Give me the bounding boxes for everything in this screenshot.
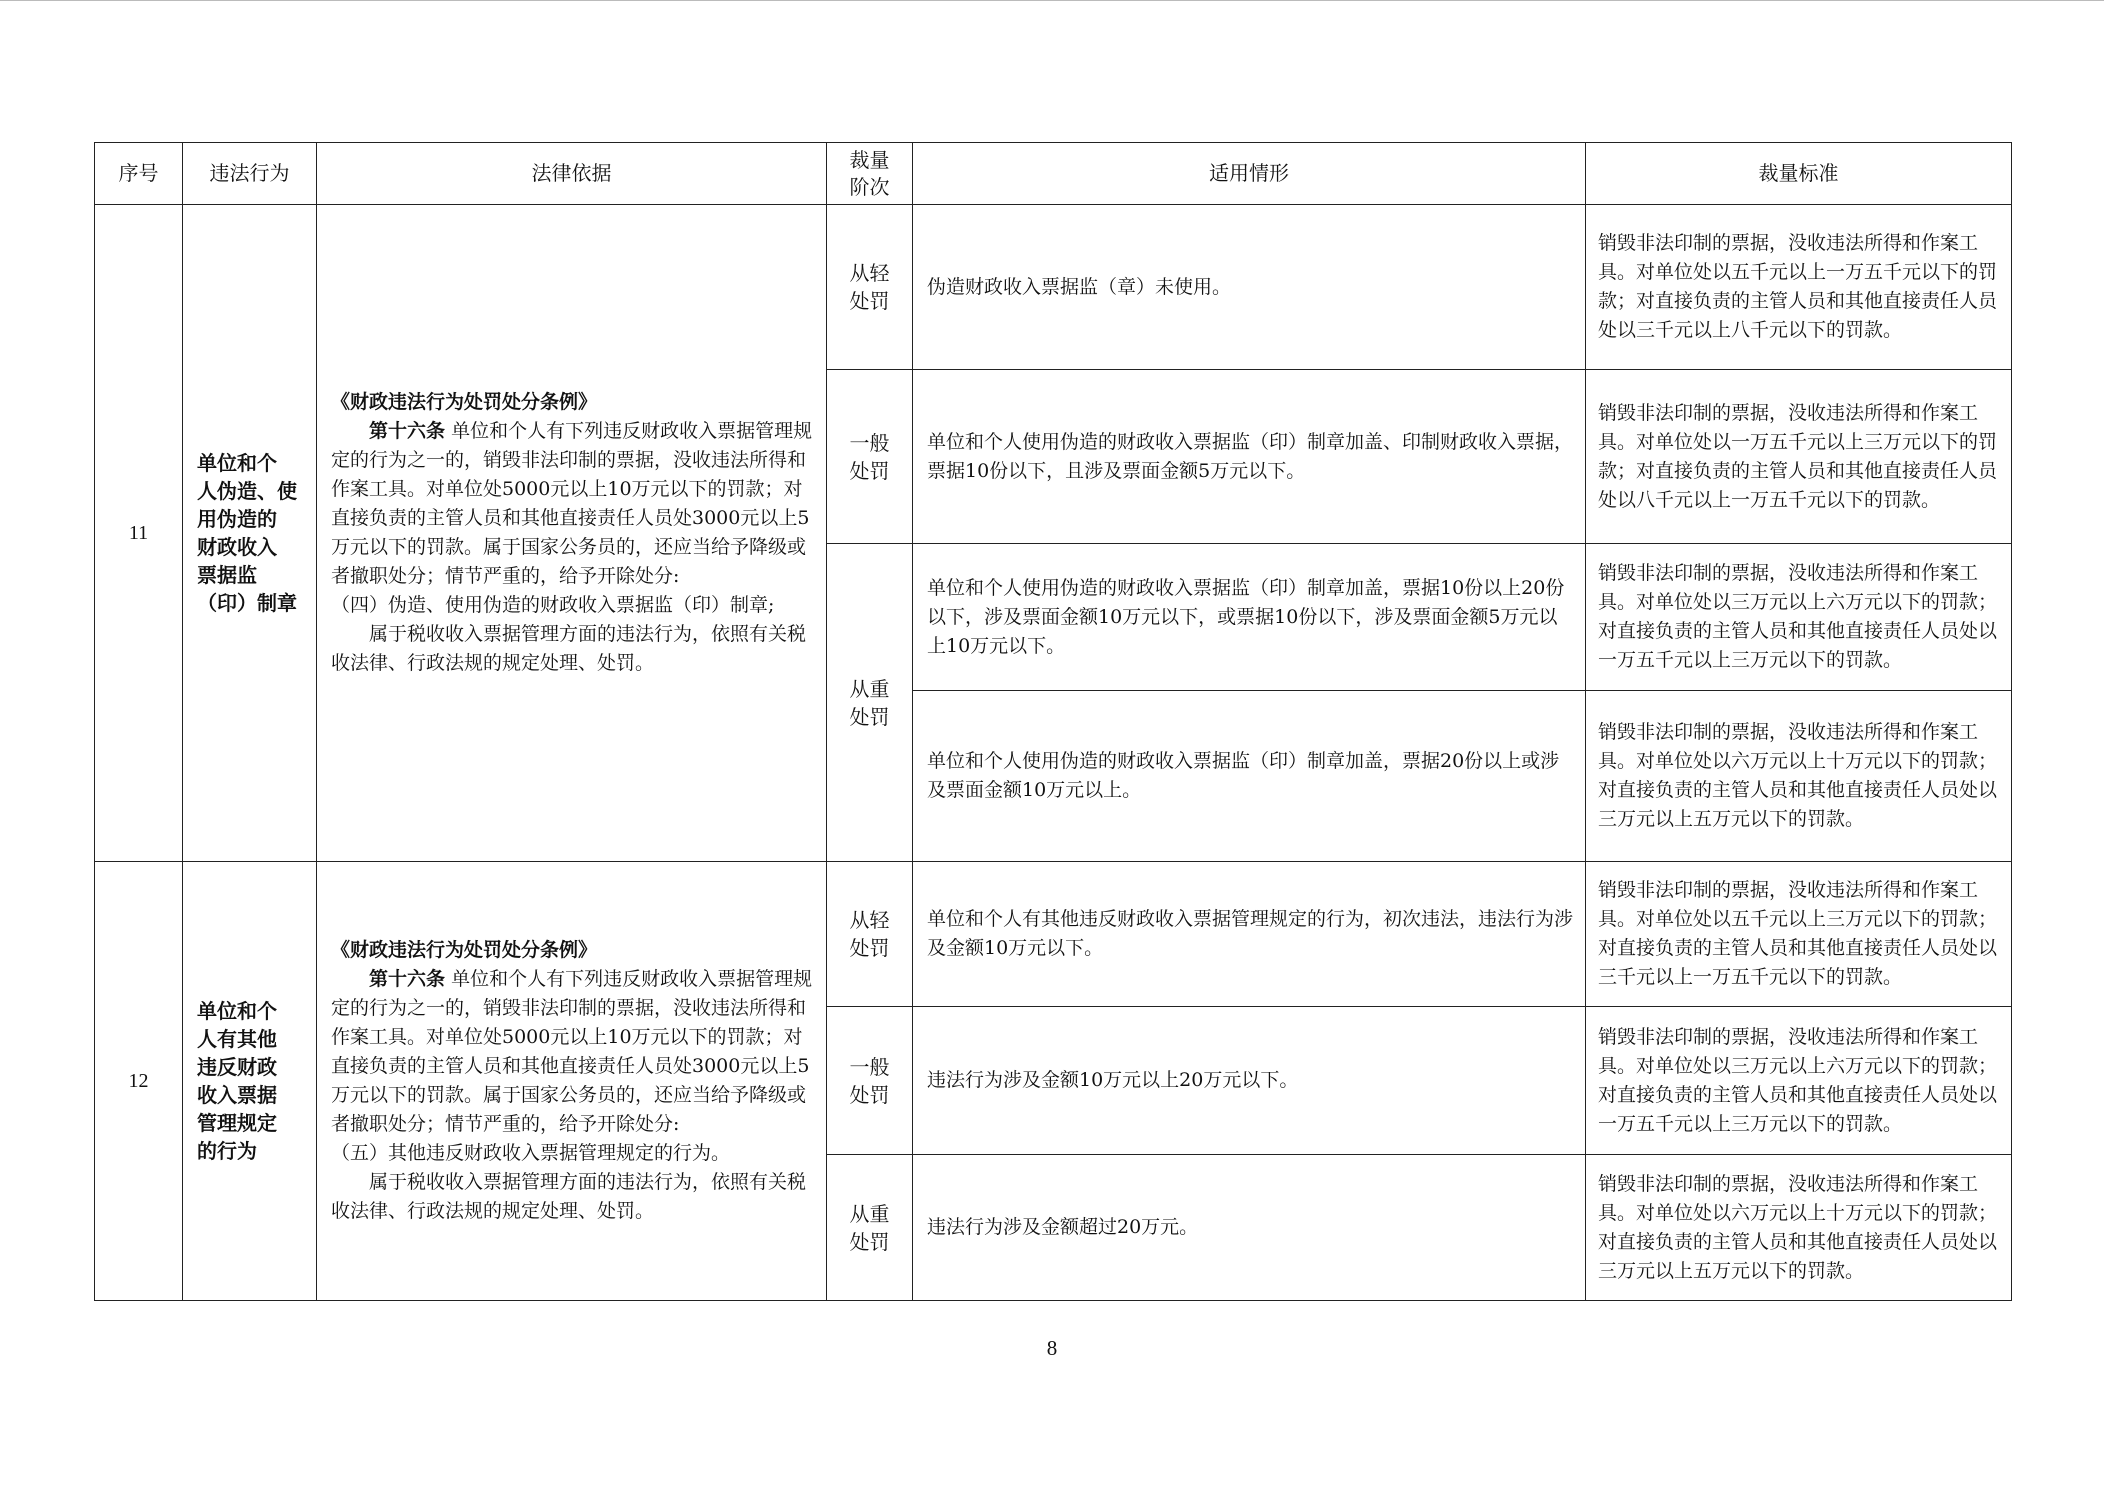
header-index: 序号 [95,143,183,205]
article-text: 单位和个人有下列违反财政收入票据管理规定的行为之一的，销毁非法印制的票据，没收违法所得和作案工具。对单位处5000元以上10万元以下的罚款；对直接负责的主管人员和其他直接责任人员处3000元以上5万元以下的罚款。属于国家公务员的，还应当给予降级或者撤职处分；情节严重的，给予开除处分: [331,968,813,1135]
article-name: 第十六条 [369,420,446,442]
header-act: 违法行为 [183,143,317,205]
level-text: 从重 处罚 [849,1201,890,1254]
page-number: 8 [1046,1336,1058,1360]
table-row [95,205,2012,370]
situation-cell: 单位和个人使用伪造的财政收入票据监（印）制章加盖，票据10份以上20份以下，涉及票面金额10万元以下，或票据10份以下，涉及票面金额5万元以上10万元以下。 [913,544,1586,691]
standard-cell: 销毁非法印制的票据，没收违法所得和作案工具。对单位处以三万元以上六万元以下的罚款；对直接负责的主管人员和其他直接责任人员处以一万五千元以上三万元以下的罚款。 [1586,544,2012,691]
header-situation: 适用情形 [913,143,1586,205]
closing-text: 属于税收收入票据管理方面的违法行为，依照有关税收法律、行政法规的规定处理、处罚。 [331,623,807,674]
header-level: 裁量 阶次 [827,143,913,205]
situation-cell: 伪造财政收入票据监（章）未使用。 [913,205,1586,370]
level-general [827,370,913,544]
row-index: 11 [95,205,183,862]
level-text: 从重 处罚 [849,676,890,729]
level-text: 一般 处罚 [849,1054,890,1107]
header-basis: 法律依据 [317,143,827,205]
level-light [827,862,913,1007]
violation-act [183,205,317,862]
level-text: 一般 处罚 [849,430,890,483]
level-heavy [827,544,913,862]
level-general [827,1007,913,1155]
situation-cell: 单位和个人使用伪造的财政收入票据监（印）制章加盖、印制财政收入票据，票据10份以下，且涉及票面金额5万元以下。 [913,370,1586,544]
table-row [95,862,2012,1007]
violation-act [183,862,317,1301]
article-text: 单位和个人有下列违反财政收入票据管理规定的行为之一的，销毁非法印制的票据，没收违法所得和作案工具。对单位处5000元以上10万元以下的罚款；对直接负责的主管人员和其他直接责任人员处3000元以上5万元以下的罚款。属于国家公务员的，还应当给予降级或者撤职处分；情节严重的，给予开除处分: [331,420,813,587]
article-item: （四）伪造、使用伪造的财政收入票据监（印）制章; [331,594,775,616]
discretion-table [94,142,2012,1301]
level-text: 从轻 处罚 [849,908,890,960]
law-title: 《财政违法行为处罚处分条例》 [331,939,598,961]
situation-cell: 违法行为涉及金额超过20万元。 [913,1155,1586,1301]
situation-cell: 单位和个人有其他违反财政收入票据管理规定的行为，初次违法，违法行为涉及金额10万元以下。 [913,862,1586,1007]
situation-cell: 违法行为涉及金额10万元以上20万元以下。 [913,1007,1586,1155]
header-standard: 裁量标准 [1586,143,2012,205]
article-paragraph [331,965,814,1139]
level-text: 从轻 处罚 [849,261,890,313]
level-light [827,205,913,370]
situation-cell: 单位和个人使用伪造的财政收入票据监（印）制章加盖，票据20份以上或涉及票面金额10万元以上。 [913,691,1586,862]
article-paragraph [331,417,814,591]
closing-text: 属于税收收入票据管理方面的违法行为，依照有关税收法律、行政法规的规定处理、处罚。 [331,1171,807,1222]
legal-basis [317,862,827,1301]
legal-basis [317,205,827,862]
standard-cell: 销毁非法印制的票据，没收违法所得和作案工具。对单位处以五千元以上三万元以下的罚款；对直接负责的主管人员和其他直接责任人员处以三千元以上一万五千元以下的罚款。 [1586,862,2012,1007]
row-index: 12 [95,862,183,1301]
violation-act-text: 单位和个 人伪造、使 用伪造的 财政收入 票据监 （印）制章 [197,451,297,615]
standard-cell: 销毁非法印制的票据，没收违法所得和作案工具。对单位处以一万五千元以上三万元以下的罚款；对直接负责的主管人员和其他直接责任人员处以八千元以上一万五千元以下的罚款。 [1586,370,2012,544]
standard-cell: 销毁非法印制的票据，没收违法所得和作案工具。对单位处以六万元以上十万元以下的罚款；对直接负责的主管人员和其他直接责任人员处以三万元以上五万元以下的罚款。 [1586,1155,2012,1301]
standard-cell: 销毁非法印制的票据，没收违法所得和作案工具。对单位处以六万元以上十万元以下的罚款；对直接负责的主管人员和其他直接责任人员处以三万元以上五万元以下的罚款。 [1586,691,2012,862]
level-heavy [827,1155,913,1301]
article-name: 第十六条 [369,968,446,990]
violation-act-text: 单位和个 人有其他 违反财政 收入票据 管理规定 的行为 [197,999,277,1163]
page-top-edge [0,0,2104,1]
closing-paragraph [331,620,814,678]
law-title: 《财政违法行为处罚处分条例》 [331,391,598,413]
article-item: （五）其他违反财政收入票据管理规定的行为。 [331,1142,731,1164]
closing-paragraph [331,1168,814,1226]
header-row [95,143,2012,205]
standard-cell: 销毁非法印制的票据，没收违法所得和作案工具。对单位处以三万元以上六万元以下的罚款；对直接负责的主管人员和其他直接责任人员处以一万五千元以上三万元以下的罚款。 [1586,1007,2012,1155]
standard-cell: 销毁非法印制的票据，没收违法所得和作案工具。对单位处以五千元以上一万五千元以下的罚款；对直接负责的主管人员和其他直接责任人员处以三千元以上八千元以下的罚款。 [1586,205,2012,370]
